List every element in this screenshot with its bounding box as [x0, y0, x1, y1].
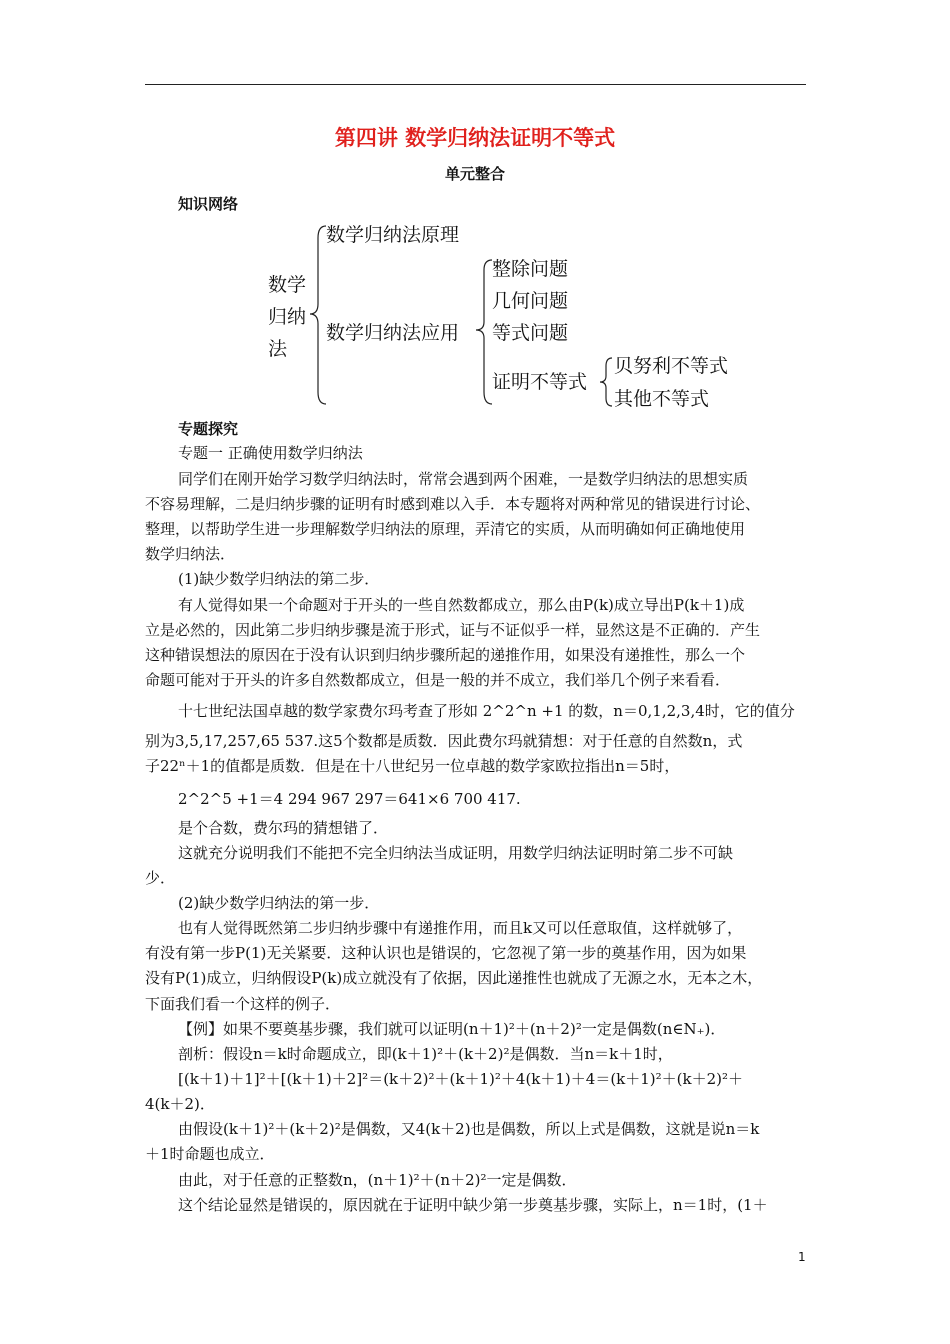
tree-ineq-other: 其他不等式: [614, 388, 710, 410]
paragraph-line: 也有人觉得既然第二步归纳步骤中有递推作用，而且k又可以任意取值，这样就够了，: [178, 919, 743, 937]
paragraph-line: 下面我们看一个这样的例子．: [145, 995, 341, 1013]
paragraph-line: 是个合数，费尔玛的猜想错了．: [178, 819, 389, 837]
section-heading-topics: 专题探究: [178, 420, 239, 438]
tree-app-equality: 等式问题: [492, 322, 569, 344]
page-title: 第四讲 数学归纳法证明不等式: [334, 126, 616, 150]
paragraph-line: 整理，以帮助学生进一步理解数学归纳法的原理，弄清它的实质，从而明确如何正确地使用: [145, 520, 746, 538]
paragraph-line: 别为3,5,17,257,65 537.这5个数都是质数．因此费尔玛就猜想：对于任意的自然数n，式: [145, 732, 743, 750]
tree-branch-principle: 数学归纳法原理: [326, 224, 460, 246]
paragraph-line: 由假设(k＋1)²＋(k＋2)²是偶数，又4(k＋2)也是偶数，所以上式是偶数，这就是说n＝k: [178, 1120, 760, 1138]
paragraph-line: 命题可能对于开头的许多自然数都成立，但是一般的并不成立，我们举几个例子来看看．: [145, 671, 731, 689]
tree-root-line-3: 法: [268, 338, 288, 360]
knowledge-tree: [260, 214, 780, 414]
paragraph-line: 4(k＋2)．: [145, 1095, 215, 1113]
section-heading-network: 知识网络: [178, 195, 239, 213]
tree-ineq-bernoulli: 贝努利不等式: [614, 355, 729, 377]
paragraph-line: 子22ⁿ＋1的值都是质数．但是在十八世纪另一位卓越的数学家欧拉指出n＝5时，: [145, 757, 680, 775]
tree-app-inequality: 证明不等式: [492, 371, 588, 393]
paragraph-line-fermat: 十七世纪法国卓越的数学家费尔玛考查了形如 2^2^n +1 的数，n＝0,1,2,3,4时，它的值分: [178, 702, 795, 720]
topic-heading: 专题一 正确使用数学归纳法: [178, 444, 363, 462]
paragraph-line: 这就充分说明我们不能把不完全归纳法当成证明，用数学归纳法证明时第二步不可缺: [178, 844, 734, 862]
tree-app-geometry: 几何问题: [492, 290, 569, 312]
paragraph-line: 数学归纳法．: [145, 545, 236, 563]
paragraph-line: 有没有第一步P(1)无关紧要．这种认识也是错误的，它忽视了第一步的奠基作用，因为如果: [145, 944, 747, 962]
formula-euler: 2^2^5 +1＝4 294 967 297＝641×6 700 417.: [178, 790, 521, 808]
paragraph-line: 这个结论显然是错误的，原因就在于证明中缺少第一步奠基步骤，实际上，n＝1时，(1＋: [178, 1196, 768, 1214]
paragraph-line: 没有P(1)成立，归纳假设P(k)成立就没有了依据，因此递推性也就成了无源之水，无本之木，: [145, 969, 763, 987]
paragraph-line: [(k＋1)＋1]²＋[(k＋1)＋2]²＝(k＋2)²＋(k＋1)²＋4(k＋1)＋4＝(k＋1)²＋(k＋2)²＋: [178, 1070, 744, 1088]
tree-app-divisibility: 整除问题: [492, 258, 569, 280]
paragraph-line: 有人觉得如果一个命题对于开头的一些自然数都成立，那么由P(k)成立导出P(k＋1)成: [178, 596, 745, 614]
paragraph-line: 同学们在刚开始学习数学归纳法时，常常会遇到两个困难，一是数学归纳法的思想实质: [178, 470, 749, 488]
paragraph-line: 这种错误想法的原因在于没有认识到归纳步骤所起的递推作用，如果没有递推性，那么一个: [145, 646, 746, 664]
paragraph-line: 剖析：假设n＝k时命题成立，即(k＋1)²＋(k＋2)²是偶数．当n＝k＋1时，: [178, 1045, 673, 1063]
page-number: 1: [798, 1250, 806, 1264]
example-line: 【例】如果不要奠基步骤，我们就可以证明(n＋1)²＋(n＋2)²一定是偶数(n∈N₊)．: [178, 1020, 726, 1038]
paragraph-line: ＋1时命题也成立．: [145, 1145, 275, 1163]
paragraph-line: 立是必然的，因此第二步归纳步骤是流于形式，证与不证似乎一样，显然这是不正确的．产生: [145, 621, 761, 639]
paragraph-line: 少．: [145, 869, 176, 887]
paragraph-line: 不容易理解，二是归纳步骤的证明有时感到难以入手．本专题将对两种常见的错误进行讨论、: [145, 495, 761, 513]
tree-root-line-1: 数学: [268, 274, 307, 296]
tree-branch-application: 数学归纳法应用: [326, 322, 460, 344]
header-rule: [145, 84, 806, 85]
paragraph-line: 由此，对于任意的正整数n，(n＋1)²＋(n＋2)²一定是偶数．: [178, 1171, 577, 1189]
tree-root-line-2: 归纳: [268, 306, 307, 328]
paragraph-line: (2)缺少数学归纳法的第一步．: [178, 894, 380, 912]
page-subtitle: 单元整合: [444, 165, 505, 183]
paragraph-line: (1)缺少数学归纳法的第二步．: [178, 570, 380, 588]
